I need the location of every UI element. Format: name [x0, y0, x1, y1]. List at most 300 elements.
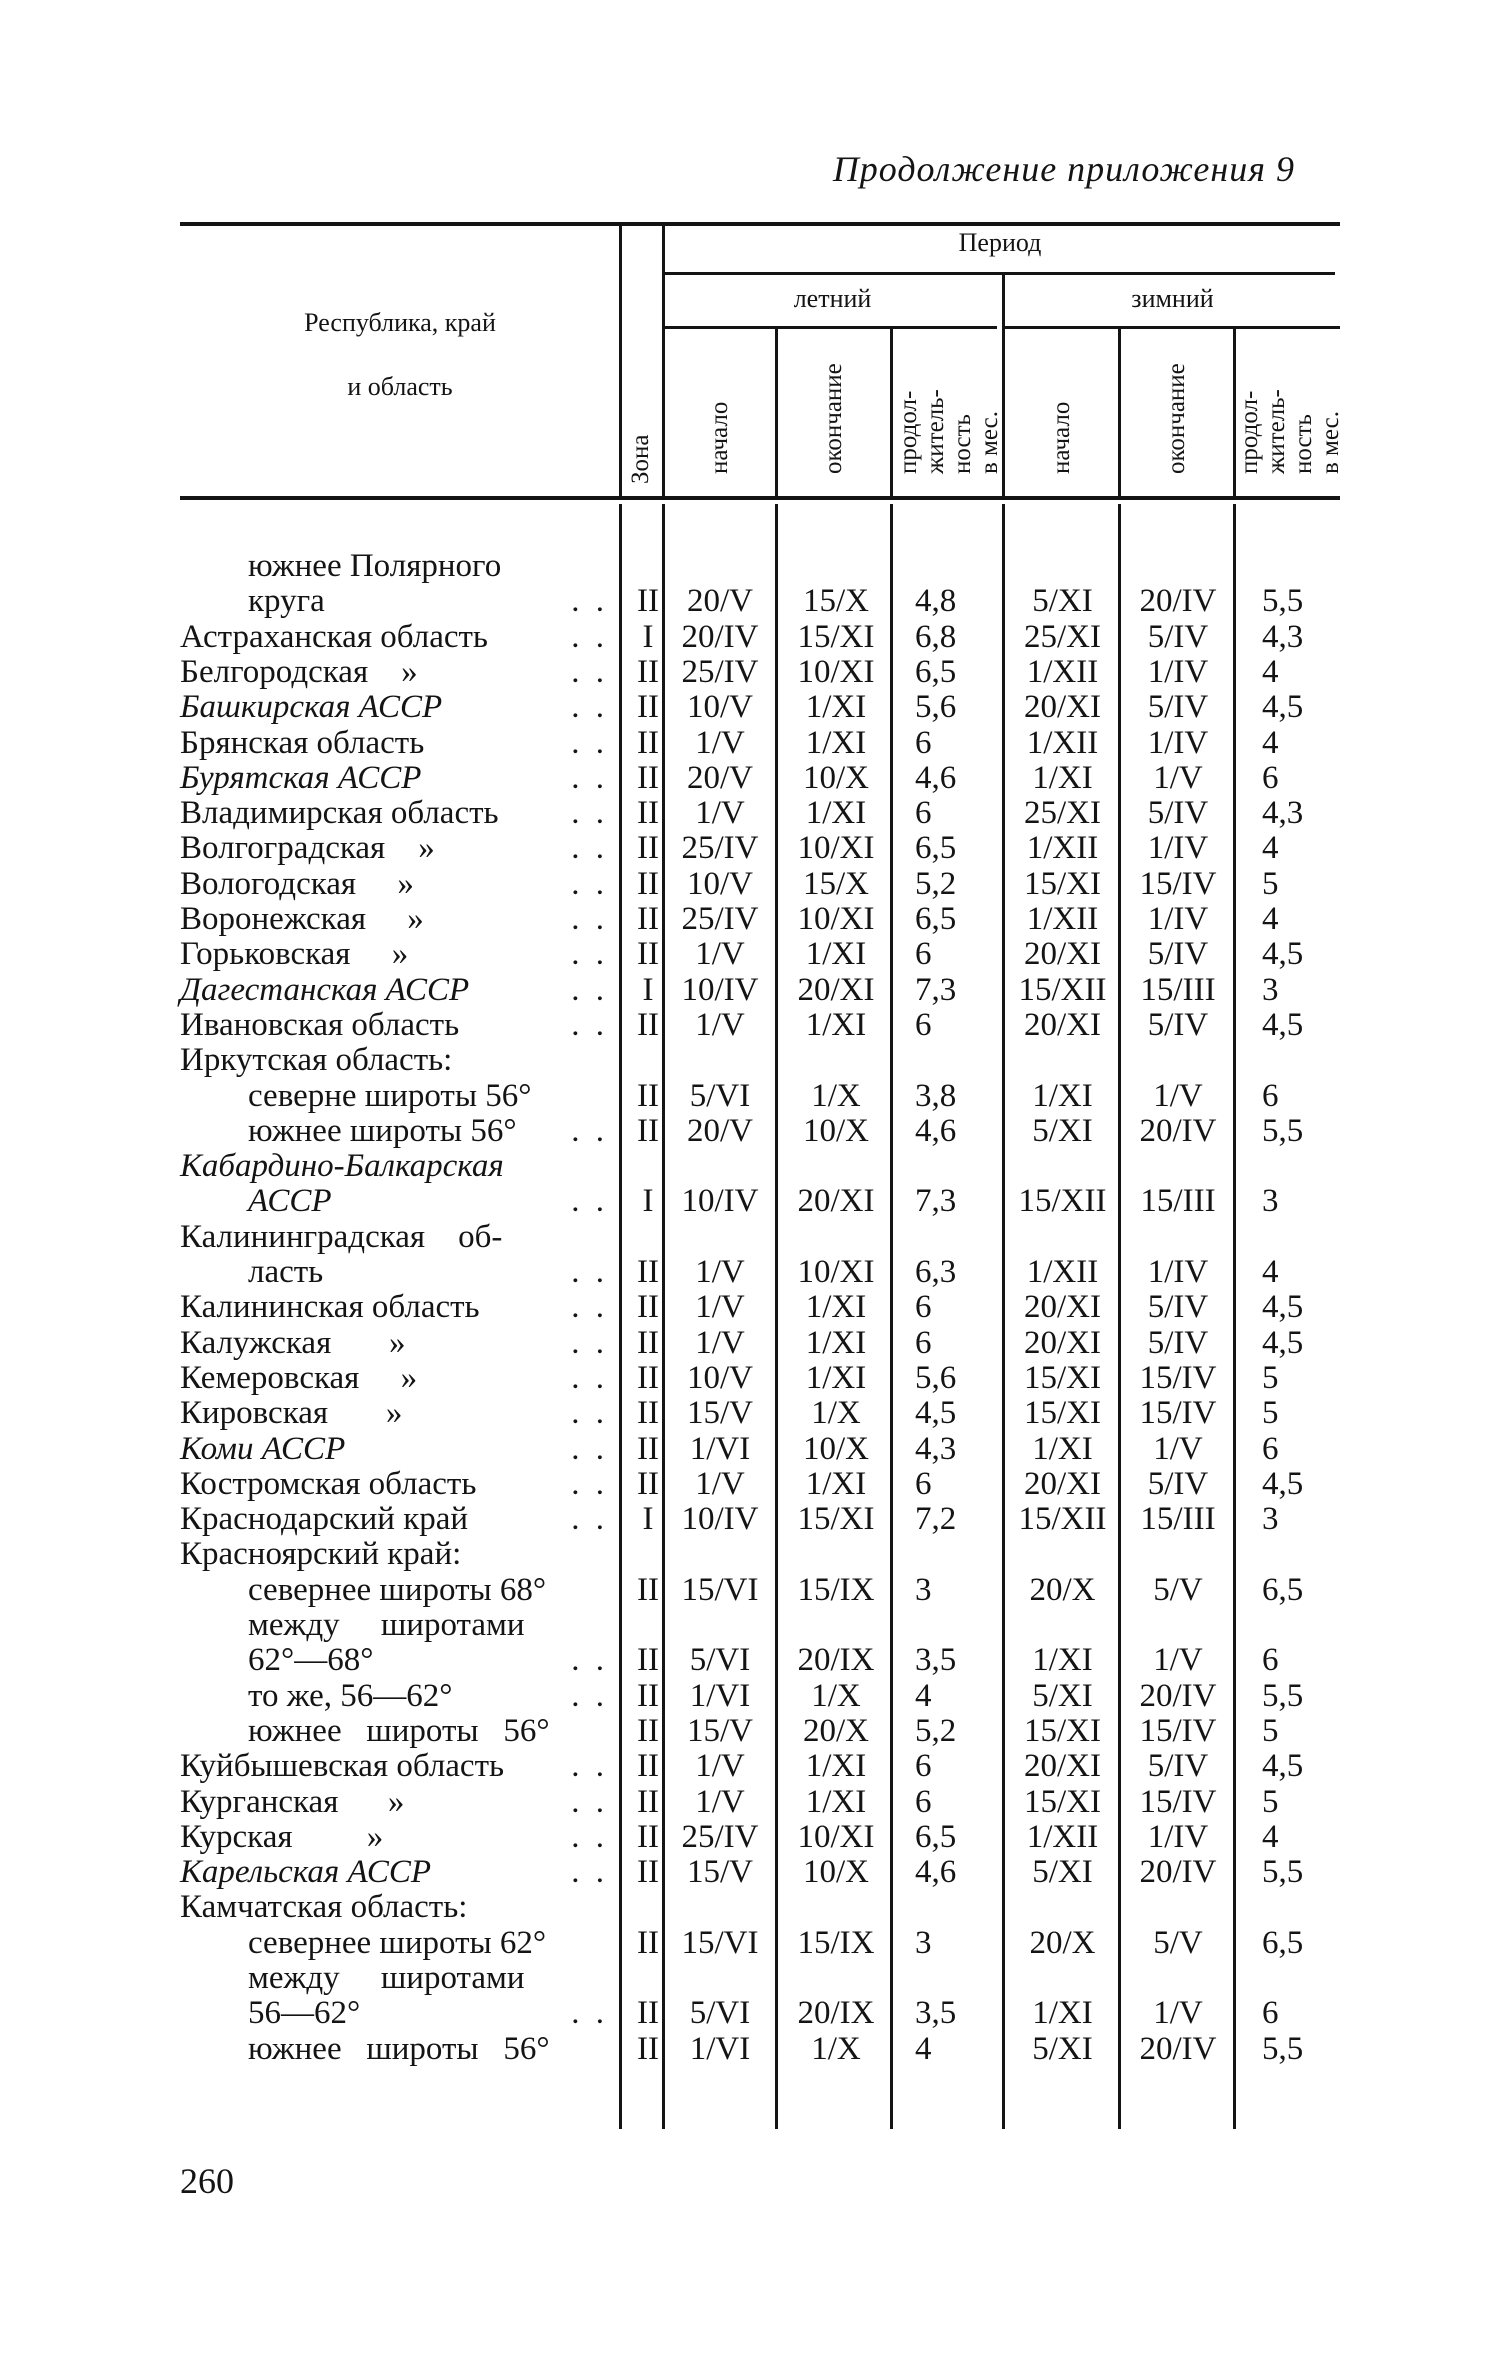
zone-cell: II: [637, 1112, 659, 1149]
table-row: [0, 725, 1500, 761]
winter-end-cell: 1/IV: [1147, 1254, 1209, 1290]
winter-end-cell: 20/IV: [1139, 2030, 1217, 2067]
leader-dots: . .: [571, 759, 608, 796]
winter-duration-cell: 4,5: [1262, 1324, 1304, 1361]
winter-start-cell: 1/XII: [1026, 653, 1099, 690]
region-name: Костромская область: [180, 1465, 477, 1502]
summer-end-cell: 1/X: [811, 2030, 861, 2067]
header-zone: Зона: [627, 434, 654, 484]
zone-cell: I: [642, 971, 654, 1008]
winter-duration-cell: 4: [1262, 1254, 1279, 1290]
header-vline-zone-right: [662, 226, 665, 496]
summer-start-cell: 15/VI: [681, 1571, 759, 1608]
zone-cell: II: [637, 1006, 659, 1043]
table-row: [0, 1572, 1500, 1608]
summer-end-cell: 1/XI: [805, 1006, 867, 1043]
summer-start-cell: 15/V: [687, 1712, 753, 1749]
zone-cell: II: [637, 689, 659, 726]
summer-duration-cell: 7,3: [915, 1183, 957, 1220]
winter-end-cell: 1/V: [1153, 1430, 1203, 1467]
table-row: [0, 583, 1500, 619]
winter-end-cell: 5/IV: [1147, 936, 1209, 973]
leader-dots: . .: [571, 1289, 608, 1326]
summer-duration-cell: 3: [915, 1924, 932, 1961]
winter-end-cell: 15/IV: [1139, 1359, 1217, 1396]
header-vline-c2: [890, 329, 893, 496]
leader-dots: . .: [571, 1677, 608, 1714]
winter-end-cell: 1/V: [1153, 759, 1203, 796]
region-name: северне широты 56°: [248, 1077, 532, 1114]
winter-start-cell: 1/XII: [1026, 724, 1099, 761]
zone-cell: II: [637, 724, 659, 761]
summer-duration-cell: 6,5: [915, 653, 957, 690]
region-name: Бурятская АССР: [180, 759, 422, 796]
leader-dots: . .: [571, 936, 608, 973]
winter-end-cell: 5/IV: [1147, 618, 1209, 655]
leader-dots: . .: [571, 865, 608, 902]
winter-start-cell: 15/XII: [1018, 971, 1107, 1008]
header-summer-start: начало: [706, 401, 733, 474]
winter-end-cell: 1/IV: [1147, 724, 1209, 761]
summer-start-cell: 1/V: [695, 724, 745, 761]
winter-start-cell: 5/XI: [1032, 583, 1093, 620]
leader-dots: . .: [571, 830, 608, 867]
region-name: Воронежская »: [180, 901, 424, 937]
summer-start-cell: 1/V: [695, 1324, 745, 1361]
summer-start-cell: 5/VI: [689, 1077, 751, 1114]
summer-duration-cell: 6: [915, 795, 932, 832]
summer-duration-cell: 4: [915, 1677, 932, 1714]
table-row: [0, 1784, 1500, 1820]
winter-start-cell: 20/XI: [1024, 1289, 1101, 1326]
region-name: Курская »: [180, 1818, 384, 1855]
table-row: [0, 1536, 1500, 1572]
summer-end-cell: 1/XI: [805, 1465, 867, 1502]
winter-end-cell: 20/IV: [1139, 1854, 1217, 1891]
region-name: Башкирская АССР: [180, 689, 443, 726]
summer-start-cell: 1/VI: [689, 1677, 751, 1714]
winter-start-cell: 5/XI: [1032, 1112, 1093, 1149]
winter-duration-cell: 4: [1262, 1818, 1279, 1855]
region-name: Калужская »: [180, 1324, 406, 1361]
table-row: [0, 1960, 1500, 1996]
winter-end-cell: 1/V: [1153, 1642, 1203, 1679]
header-summer-duration: продол- житель- ность в мес.: [895, 389, 1003, 474]
summer-end-cell: 1/XI: [805, 1783, 867, 1820]
summer-start-cell: 10/IV: [681, 1501, 759, 1538]
winter-start-cell: 20/XI: [1024, 1465, 1101, 1502]
region-name: 56—62°: [248, 1995, 361, 2032]
winter-duration-cell: 4: [1262, 901, 1279, 937]
region-name: ласть: [248, 1254, 324, 1290]
leader-dots: . .: [571, 653, 608, 690]
winter-end-cell: 15/III: [1140, 971, 1216, 1008]
winter-start-cell: 1/XI: [1032, 759, 1093, 796]
winter-duration-cell: 4: [1262, 653, 1279, 690]
zone-cell: II: [637, 830, 659, 867]
winter-duration-cell: 4,5: [1262, 1006, 1304, 1043]
region-name: Иркутская область:: [180, 1042, 453, 1079]
table-row: [0, 901, 1500, 937]
table-row: [0, 1113, 1500, 1149]
summer-end-cell: 20/IX: [797, 1995, 875, 2032]
winter-start-cell: 25/XI: [1024, 795, 1101, 832]
table-row: [0, 1501, 1500, 1537]
zone-cell: II: [637, 1359, 659, 1396]
leader-dots: . .: [571, 795, 608, 832]
winter-end-cell: 15/III: [1140, 1501, 1216, 1538]
winter-end-cell: 15/IV: [1139, 1712, 1217, 1749]
table-header: [0, 0, 1500, 500]
winter-start-cell: 20/XI: [1024, 1748, 1101, 1785]
zone-cell: II: [637, 1854, 659, 1891]
summer-end-cell: 15/XI: [797, 618, 875, 655]
leader-dots: . .: [571, 1783, 608, 1820]
header-vline-zone-left: [619, 226, 622, 496]
leader-dots: . .: [571, 583, 608, 620]
region-name: Куйбышевская область: [180, 1748, 505, 1785]
summer-start-cell: 20/V: [687, 1112, 753, 1149]
summer-start-cell: 1/V: [695, 936, 745, 973]
winter-duration-cell: 6: [1262, 1430, 1279, 1467]
leader-dots: . .: [571, 1501, 608, 1538]
leader-dots: . .: [571, 689, 608, 726]
summer-start-cell: 10/IV: [681, 971, 759, 1008]
winter-end-cell: 5/IV: [1147, 1006, 1209, 1043]
table-row: [0, 548, 1500, 584]
summer-duration-cell: 6: [915, 1324, 932, 1361]
table-row: [0, 1925, 1500, 1961]
table-row: [0, 760, 1500, 796]
winter-end-cell: 5/IV: [1147, 1324, 1209, 1361]
winter-duration-cell: 6,5: [1262, 1924, 1304, 1961]
summer-end-cell: 1/XI: [805, 689, 867, 726]
summer-duration-cell: 4,6: [915, 1854, 957, 1891]
summer-end-cell: 10/XI: [797, 901, 875, 937]
region-name: Курганская »: [180, 1783, 405, 1820]
region-name: Дагестанская АССР: [180, 971, 470, 1008]
zone-cell: II: [637, 1254, 659, 1290]
header-vline-c4: [1118, 329, 1121, 496]
winter-duration-cell: 4,5: [1262, 1289, 1304, 1326]
table-row: [0, 1183, 1500, 1219]
table-row: [0, 1007, 1500, 1043]
summer-duration-cell: 6: [915, 724, 932, 761]
table-row: [0, 1078, 1500, 1114]
summer-end-cell: 1/XI: [805, 724, 867, 761]
winter-start-cell: 15/XI: [1024, 1395, 1101, 1432]
table-row: [0, 1607, 1500, 1643]
summer-start-cell: 25/IV: [681, 653, 759, 690]
period-rule: [665, 272, 1335, 275]
winter-duration-cell: 5: [1262, 1783, 1279, 1820]
winter-start-cell: 15/XI: [1024, 1359, 1101, 1396]
leader-dots: . .: [571, 1430, 608, 1467]
winter-start-cell: 1/XII: [1026, 830, 1099, 867]
leader-dots: . .: [571, 1006, 608, 1043]
winter-end-cell: 1/IV: [1147, 653, 1209, 690]
table-row: [0, 1466, 1500, 1502]
winter-start-cell: 20/XI: [1024, 689, 1101, 726]
summer-start-cell: 1/V: [695, 1289, 745, 1326]
top-rule: [180, 222, 1340, 226]
winter-duration-cell: 5,5: [1262, 2030, 1304, 2067]
summer-end-cell: 15/X: [803, 865, 869, 902]
region-name: Вологодская »: [180, 865, 414, 902]
table-row: [0, 1713, 1500, 1749]
winter-start-cell: 15/XI: [1024, 865, 1101, 902]
winter-start-cell: 20/XI: [1024, 936, 1101, 973]
table-row: [0, 1642, 1500, 1678]
table-row: [0, 1678, 1500, 1714]
winter-duration-cell: 6: [1262, 1077, 1279, 1114]
summer-start-cell: 20/V: [687, 583, 753, 620]
table-row: [0, 1395, 1500, 1431]
zone-cell: II: [637, 759, 659, 796]
winter-duration-cell: 5,5: [1262, 583, 1304, 620]
header-winter-duration: продол- житель- ность в мес.: [1236, 389, 1344, 474]
winter-duration-cell: 6,5: [1262, 1571, 1304, 1608]
table-row: [0, 619, 1500, 655]
winter-end-cell: 5/V: [1153, 1924, 1203, 1961]
zone-cell: II: [637, 1077, 659, 1114]
winter-end-cell: 5/IV: [1147, 795, 1209, 832]
summer-start-cell: 20/IV: [681, 618, 759, 655]
winter-start-cell: 1/XI: [1032, 1077, 1093, 1114]
summer-end-cell: 1/X: [811, 1395, 861, 1432]
summer-duration-cell: 3: [915, 1571, 932, 1608]
region-name: Коми АССР: [180, 1430, 346, 1467]
winter-start-cell: 20/XI: [1024, 1324, 1101, 1361]
leader-dots: . .: [571, 1995, 608, 2032]
summer-duration-cell: 7,2: [915, 1501, 957, 1538]
header-summer: летний: [793, 284, 872, 313]
summer-duration-cell: 4,8: [915, 583, 957, 620]
region-name: Красноярский край:: [180, 1536, 462, 1573]
region-name: Кировская »: [180, 1395, 403, 1432]
region-name: между широтами: [248, 1607, 525, 1643]
summer-start-cell: 25/IV: [681, 901, 759, 937]
winter-end-cell: 20/IV: [1139, 583, 1217, 620]
region-name: между широтами: [248, 1960, 525, 1996]
summer-start-cell: 15/V: [687, 1395, 753, 1432]
winter-start-cell: 20/X: [1029, 1924, 1096, 1961]
summer-start-cell: 5/VI: [689, 1642, 751, 1679]
winter-duration-cell: 4,5: [1262, 689, 1304, 726]
summer-start-cell: 20/V: [687, 759, 753, 796]
winter-start-cell: 15/XI: [1024, 1712, 1101, 1749]
region-name: Краснодарский край: [180, 1501, 469, 1538]
summer-duration-cell: 6,8: [915, 618, 957, 655]
region-name: АССР: [248, 1183, 332, 1220]
winter-duration-cell: 4,3: [1262, 795, 1304, 832]
region-name: Калининская область: [180, 1289, 480, 1326]
winter-duration-cell: 6: [1262, 759, 1279, 796]
zone-cell: II: [637, 1642, 659, 1679]
winter-start-cell: 15/XII: [1018, 1183, 1107, 1220]
leader-dots: . .: [571, 901, 608, 937]
summer-duration-cell: 4,5: [915, 1395, 957, 1432]
summer-end-cell: 1/X: [811, 1077, 861, 1114]
summer-end-cell: 20/XI: [797, 1183, 875, 1220]
leader-dots: . .: [571, 1359, 608, 1396]
summer-duration-cell: 5,2: [915, 1712, 957, 1749]
summer-end-cell: 1/XI: [805, 1289, 867, 1326]
winter-duration-cell: 6: [1262, 1995, 1279, 2032]
summer-duration-cell: 6,5: [915, 830, 957, 867]
winter-start-cell: 15/XII: [1018, 1501, 1107, 1538]
summer-duration-cell: 3,8: [915, 1077, 957, 1114]
summer-duration-cell: 6,3: [915, 1254, 957, 1290]
summer-end-cell: 10/XI: [797, 830, 875, 867]
region-name: то же, 56—62°: [248, 1677, 453, 1714]
region-name: Кабардино-Балкарская: [180, 1148, 504, 1185]
summer-duration-cell: 6: [915, 1465, 932, 1502]
winter-duration-cell: 5,5: [1262, 1112, 1304, 1149]
summer-end-cell: 10/XI: [797, 1818, 875, 1855]
season-rule-winter: [1005, 326, 1340, 329]
table-row: [0, 795, 1500, 831]
header-summer-end: окончание: [820, 363, 847, 474]
winter-duration-cell: 5: [1262, 865, 1279, 902]
winter-end-cell: 5/V: [1153, 1571, 1203, 1608]
zone-cell: II: [637, 1465, 659, 1502]
page-number: 260: [180, 2161, 234, 2201]
leader-dots: . .: [571, 1395, 608, 1432]
summer-start-cell: 10/IV: [681, 1183, 759, 1220]
region-name: Карельская АССР: [180, 1854, 432, 1891]
winter-end-cell: 1/IV: [1147, 1818, 1209, 1855]
region-name: южнее широты 56°: [248, 1112, 517, 1149]
summer-end-cell: 10/X: [803, 1854, 869, 1891]
region-name: Астраханская область: [180, 618, 488, 655]
winter-duration-cell: 5: [1262, 1712, 1279, 1749]
summer-end-cell: 1/XI: [805, 1748, 867, 1785]
summer-end-cell: 20/XI: [797, 971, 875, 1008]
winter-duration-cell: 5,5: [1262, 1854, 1304, 1891]
table-row: [0, 1995, 1500, 2031]
leader-dots: . .: [571, 1818, 608, 1855]
leader-dots: . .: [571, 1324, 608, 1361]
region-name: южнее широты 56°: [248, 2030, 550, 2067]
summer-duration-cell: 3,5: [915, 1642, 957, 1679]
summer-duration-cell: 7,3: [915, 971, 957, 1008]
summer-end-cell: 10/X: [803, 1430, 869, 1467]
table-row: [0, 1289, 1500, 1325]
winter-end-cell: 15/IV: [1139, 1395, 1217, 1432]
winter-duration-cell: 3: [1262, 971, 1279, 1008]
leader-dots: . .: [571, 618, 608, 655]
region-name: Белгородская »: [180, 653, 418, 690]
table-row: [0, 1219, 1500, 1255]
zone-cell: II: [637, 1712, 659, 1749]
summer-end-cell: 15/IX: [797, 1571, 875, 1608]
summer-duration-cell: 6: [915, 1006, 932, 1043]
winter-start-cell: 1/XI: [1032, 1430, 1093, 1467]
zone-cell: II: [637, 1783, 659, 1820]
zone-cell: II: [637, 1748, 659, 1785]
summer-duration-cell: 4,6: [915, 759, 957, 796]
summer-start-cell: 1/VI: [689, 2030, 751, 2067]
summer-start-cell: 1/V: [695, 1748, 745, 1785]
summer-start-cell: 1/V: [695, 1783, 745, 1820]
summer-end-cell: 10/X: [803, 1112, 869, 1149]
summer-duration-cell: 4,3: [915, 1430, 957, 1467]
table-row: [0, 972, 1500, 1008]
table-row: [0, 2031, 1500, 2067]
summer-duration-cell: 6,5: [915, 901, 957, 937]
winter-end-cell: 5/IV: [1147, 689, 1209, 726]
region-name: севернее широты 68°: [248, 1571, 547, 1608]
zone-cell: I: [642, 618, 654, 655]
zone-cell: II: [637, 653, 659, 690]
table-row: [0, 1254, 1500, 1290]
table-row: [0, 1748, 1500, 1784]
winter-duration-cell: 6: [1262, 1642, 1279, 1679]
winter-start-cell: 25/XI: [1024, 618, 1101, 655]
summer-duration-cell: 6: [915, 1783, 932, 1820]
summer-start-cell: 15/VI: [681, 1924, 759, 1961]
leader-dots: . .: [571, 1254, 608, 1290]
summer-duration-cell: 6: [915, 1748, 932, 1785]
winter-start-cell: 5/XI: [1032, 1854, 1093, 1891]
winter-end-cell: 5/IV: [1147, 1289, 1209, 1326]
table-row: [0, 830, 1500, 866]
summer-duration-cell: 4,6: [915, 1112, 957, 1149]
zone-cell: II: [637, 936, 659, 973]
table-row: [0, 1854, 1500, 1890]
summer-end-cell: 1/XI: [805, 1324, 867, 1361]
zone-cell: II: [637, 865, 659, 902]
leader-dots: . .: [571, 1465, 608, 1502]
table-row: [0, 654, 1500, 690]
summer-end-cell: 10/X: [803, 759, 869, 796]
winter-end-cell: 20/IV: [1139, 1112, 1217, 1149]
winter-end-cell: 1/V: [1153, 1995, 1203, 2032]
winter-start-cell: 20/X: [1029, 1571, 1096, 1608]
summer-start-cell: 25/IV: [681, 1818, 759, 1855]
header-winter: зимний: [1131, 284, 1214, 313]
table-row: [0, 1042, 1500, 1078]
zone-cell: II: [637, 1289, 659, 1326]
summer-start-cell: 1/VI: [689, 1430, 751, 1467]
zone-cell: II: [637, 1395, 659, 1432]
region-name: Калининградская об-: [180, 1218, 503, 1255]
winter-start-cell: 1/XII: [1026, 901, 1099, 937]
region-name: Кемеровская »: [180, 1359, 418, 1396]
zone-cell: II: [637, 1677, 659, 1714]
region-name: круга: [248, 583, 325, 620]
summer-start-cell: 25/IV: [681, 830, 759, 867]
winter-end-cell: 15/III: [1140, 1183, 1216, 1220]
region-name: севернее широты 62°: [248, 1924, 547, 1961]
leader-dots: . .: [571, 1642, 608, 1679]
winter-end-cell: 15/IV: [1139, 865, 1217, 902]
zone-cell: II: [637, 901, 659, 937]
summer-end-cell: 15/IX: [797, 1924, 875, 1961]
summer-duration-cell: 5,6: [915, 1359, 957, 1396]
zone-cell: II: [637, 1924, 659, 1961]
summer-start-cell: 10/V: [687, 689, 753, 726]
region-name: Волгоградская »: [180, 830, 435, 867]
winter-end-cell: 5/IV: [1147, 1465, 1209, 1502]
zone-cell: II: [637, 583, 659, 620]
winter-start-cell: 1/XI: [1032, 1642, 1093, 1679]
summer-start-cell: 1/V: [695, 1465, 745, 1502]
header-period: Период: [958, 228, 1042, 257]
table-row: [0, 1819, 1500, 1855]
winter-duration-cell: 4,5: [1262, 1465, 1304, 1502]
